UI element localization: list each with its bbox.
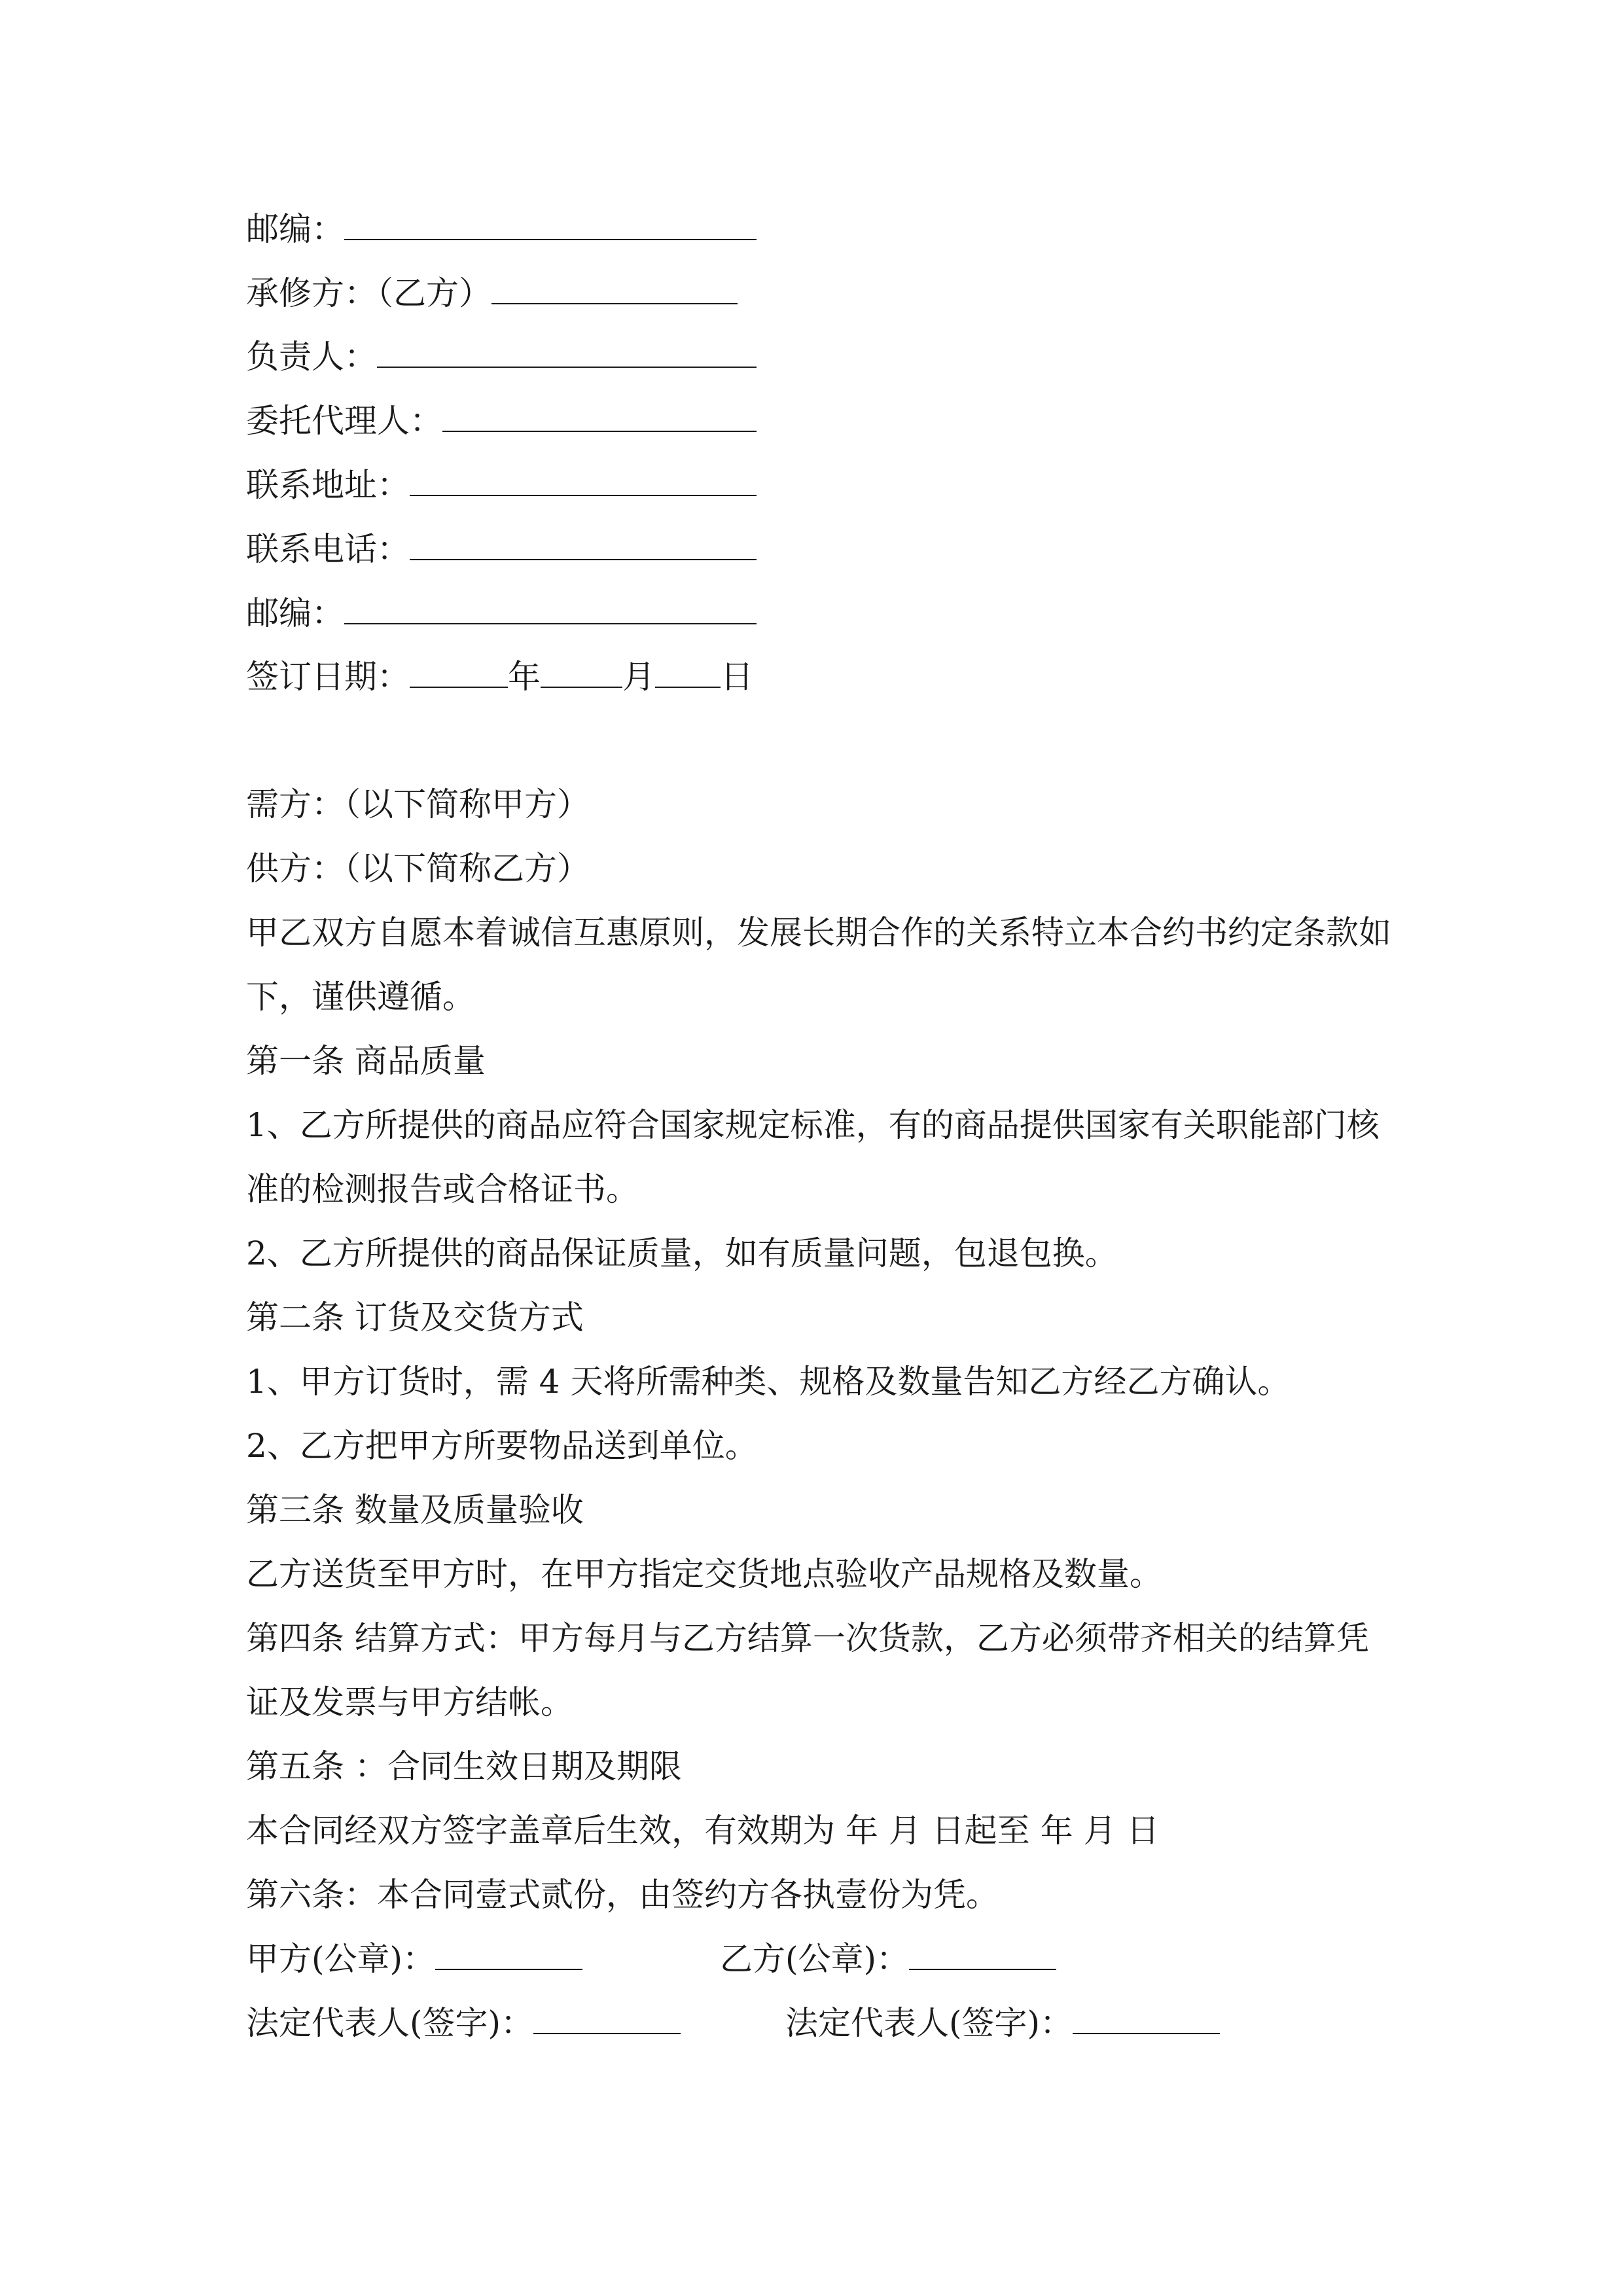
party-a-seal-label: 甲方(公章)： bbox=[246, 1940, 436, 1978]
party-b-seal-blank bbox=[909, 1931, 1056, 1970]
responsible-line bbox=[246, 325, 757, 389]
responsible-label: 负责人： bbox=[246, 338, 377, 376]
article-5-title: 第五条 ：合同生效日期及期限 bbox=[246, 1748, 682, 1785]
day-label: 日 bbox=[721, 658, 753, 696]
party-a-seal-blank bbox=[435, 1931, 582, 1970]
article-3-title: 第三条 数量及质量验收 bbox=[246, 1491, 584, 1529]
intro-line-2: 下，谨供遵循。 bbox=[246, 978, 475, 1016]
party-b-seal bbox=[720, 1927, 1056, 1991]
postcode2-label: 邮编： bbox=[246, 594, 344, 632]
phone-label: 联系电话： bbox=[246, 530, 410, 568]
article-5-item-1: 本合同经双方签字盖章后生效，有效期为 年 月 日起至 年 月 日 bbox=[246, 1812, 1160, 1850]
article-1-item-2: 2、乙方所提供的商品保证质量，如有质量问题，包退包换。 bbox=[246, 1234, 1118, 1272]
legal-rep-b-blank bbox=[1073, 1995, 1220, 2034]
party-b-seal-label: 乙方(公章)： bbox=[720, 1940, 910, 1978]
legal-rep-a-label: 法定代表人(签字)： bbox=[246, 2004, 534, 2042]
intro-line-1: 甲乙双方自愿本着诚信互惠原则，发展长期合作的关系特立本合约书约定条款如 bbox=[246, 914, 1391, 952]
demander-line: 需方：（以下简称甲方） bbox=[246, 785, 590, 823]
agent-blank bbox=[442, 393, 757, 432]
responsible-blank bbox=[377, 329, 757, 368]
phone-blank bbox=[410, 521, 757, 560]
article-6: 第六条：本合同壹式贰份，由签约方各执壹份为凭。 bbox=[246, 1876, 999, 1914]
legal-rep-b-label: 法定代表人(签字)： bbox=[785, 2004, 1073, 2042]
legal-rep-a bbox=[246, 1991, 681, 2055]
address-blank bbox=[410, 457, 757, 496]
article-4-line-1: 第四条 结算方式：甲方每月与乙方结算一次货款，乙方必须带齐相关的结算凭 bbox=[246, 1619, 1369, 1657]
supplier-line: 供方：（以下简称乙方） bbox=[246, 850, 590, 888]
party-a-seal bbox=[246, 1927, 582, 1991]
article-2-item-1: 1、甲方订货时，需 4 天将所需种类、规格及数量告知乙方经乙方确认。 bbox=[246, 1363, 1291, 1401]
postcode-label: 邮编： bbox=[246, 210, 344, 248]
article-2-item-2: 2、乙方把甲方所要物品送到单位。 bbox=[246, 1427, 758, 1465]
repairer-blank bbox=[491, 265, 738, 304]
postcode-blank bbox=[344, 201, 757, 240]
repairer-label: 承修方：（乙方） bbox=[246, 274, 491, 312]
agent-line bbox=[246, 389, 757, 453]
agent-label: 委托代理人： bbox=[246, 402, 442, 440]
article-1-title: 第一条 商品质量 bbox=[246, 1042, 486, 1080]
sign-date-label: 签订日期： bbox=[246, 658, 410, 696]
article-1-item-1-line-1: 1、乙方所提供的商品应符合国家规定标准，有的商品提供国家有关职能部门核 bbox=[246, 1106, 1380, 1144]
postcode-line bbox=[246, 197, 757, 261]
repairer-line bbox=[246, 261, 738, 325]
month-blank bbox=[541, 649, 622, 688]
year-label: 年 bbox=[508, 658, 541, 696]
postcode2-blank bbox=[344, 585, 757, 624]
legal-rep-b bbox=[785, 1991, 1220, 2055]
article-3-item-1: 乙方送货至甲方时，在甲方指定交货地点验收产品规格及数量。 bbox=[246, 1555, 1162, 1593]
postcode2-line bbox=[246, 581, 757, 645]
article-4-line-2: 证及发票与甲方结帐。 bbox=[246, 1683, 573, 1721]
month-label: 月 bbox=[622, 658, 655, 696]
address-label: 联系地址： bbox=[246, 466, 410, 504]
legal-rep-a-blank bbox=[533, 1995, 681, 2034]
article-1-item-1-line-2: 准的检测报告或合格证书。 bbox=[246, 1170, 639, 1208]
phone-line bbox=[246, 517, 757, 581]
address-line bbox=[246, 453, 757, 517]
year-blank bbox=[410, 649, 508, 688]
sign-date-line bbox=[246, 645, 753, 709]
article-2-title: 第二条 订货及交货方式 bbox=[246, 1299, 584, 1336]
day-blank bbox=[655, 649, 721, 688]
